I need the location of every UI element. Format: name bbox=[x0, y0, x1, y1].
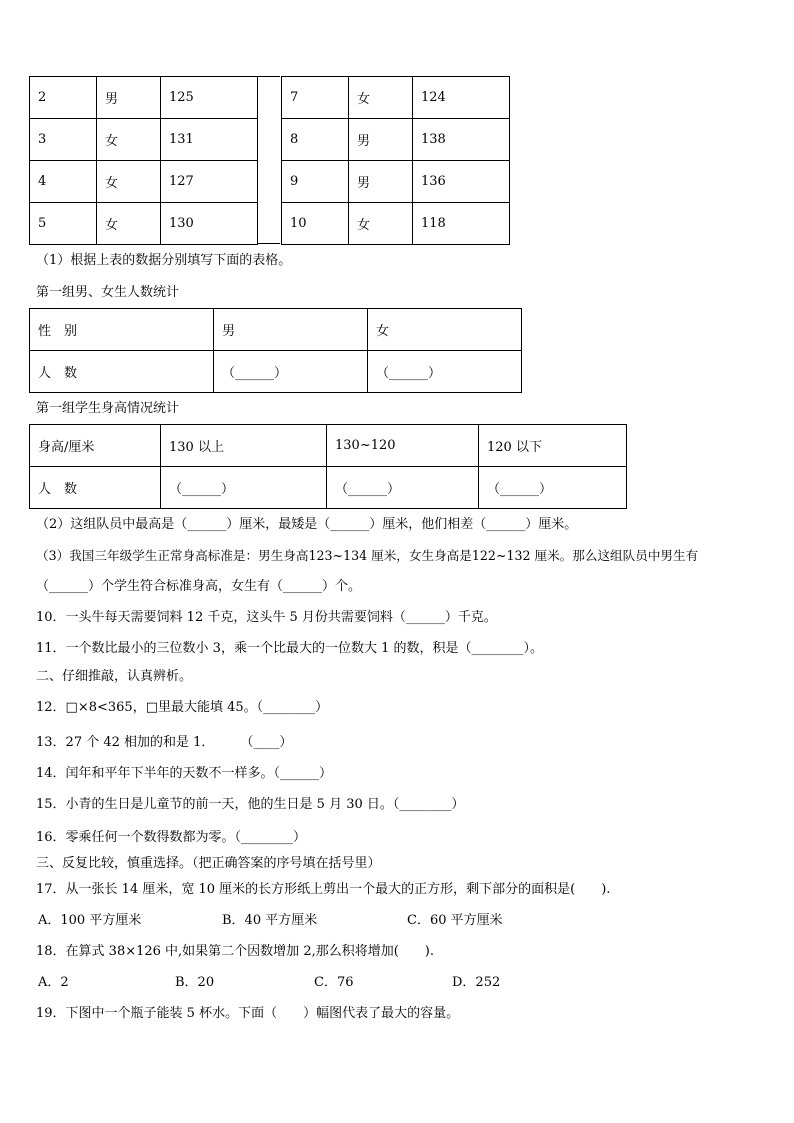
cell-gender: 女 bbox=[97, 161, 161, 203]
cell-height: 131 bbox=[161, 119, 258, 161]
cell-gender: 女 bbox=[349, 203, 413, 245]
section-2-heading: 二、仔细推敲，认真辨析。 bbox=[36, 669, 193, 684]
question-9-part-3a: （3）我国三年级学生正常身高标准是：男生身高123~134 厘米，女生身高是122~132 厘米。那么这组队员中男生有 bbox=[36, 548, 699, 563]
cell-gender: 女 bbox=[97, 203, 161, 245]
below-120-blank[interactable]: （______） bbox=[479, 467, 627, 509]
header-gender: 性 别 bbox=[30, 309, 214, 351]
cell-no: 7 bbox=[282, 77, 349, 119]
q18-option-a[interactable]: A．2 bbox=[38, 975, 69, 990]
question-9-part-3b: （______）个学生符合标准身高，女生有（______）个。 bbox=[36, 579, 362, 594]
row-label-count: 人 数 bbox=[30, 467, 161, 509]
cell-gender: 男 bbox=[97, 77, 161, 119]
q17-option-c[interactable]: C．60 平方厘米 bbox=[407, 913, 503, 928]
cell-height: 124 bbox=[413, 77, 510, 119]
question-12: 12．□×8<365，□里最大能填 45。（________） bbox=[36, 700, 329, 715]
height-stats-table bbox=[29, 424, 627, 509]
cell-height: 136 bbox=[413, 161, 510, 203]
header-130-120: 130~120 bbox=[327, 425, 479, 467]
cell-height: 138 bbox=[413, 119, 510, 161]
table-divider bbox=[258, 76, 280, 244]
cell-no: 2 bbox=[30, 77, 97, 119]
gender-count-table bbox=[29, 308, 522, 393]
q17-option-b[interactable]: B．40 平方厘米 bbox=[222, 913, 318, 928]
q17-option-a[interactable]: A．100 平方厘米 bbox=[38, 913, 142, 928]
header-female: 女 bbox=[368, 309, 522, 351]
cell-no: 4 bbox=[30, 161, 97, 203]
question-9-part-1: （1）根据上表的数据分别填写下面的表格。 bbox=[36, 253, 292, 268]
cell-gender: 男 bbox=[349, 119, 413, 161]
cell-no: 8 bbox=[282, 119, 349, 161]
question-13: 13．27 个 42 相加的和是 1． （____） bbox=[36, 735, 293, 750]
between-130-120-blank[interactable]: （______） bbox=[327, 467, 479, 509]
header-male: 男 bbox=[214, 309, 368, 351]
question-15: 15．小青的生日是儿童节的前一天，他的生日是 5 月 30 日。（________） bbox=[36, 797, 465, 812]
female-count-blank[interactable]: （______） bbox=[368, 351, 522, 393]
height-table-title: 第一组学生身高情况统计 bbox=[36, 401, 180, 416]
question-17: 17．从一张长 14 厘米，宽 10 厘米的长方形纸上剪出一个最大的正方形，剩下部分的面积是( ). bbox=[36, 882, 611, 897]
cell-height: 127 bbox=[161, 161, 258, 203]
question-19: 19．下图中一个瓶子能装 5 杯水。下面（ ）幅图代表了最大的容量。 bbox=[36, 1006, 460, 1021]
cell-gender: 男 bbox=[349, 161, 413, 203]
cell-gender: 女 bbox=[97, 119, 161, 161]
q18-option-b[interactable]: B．20 bbox=[175, 975, 215, 990]
row-label-count: 人 数 bbox=[30, 351, 214, 393]
header-above-130: 130 以上 bbox=[161, 425, 327, 467]
cell-no: 5 bbox=[30, 203, 97, 245]
section-3-heading: 三、反复比较，慎重选择。（把正确答案的序号填在括号里） bbox=[36, 856, 381, 871]
cell-height: 118 bbox=[413, 203, 510, 245]
male-count-blank[interactable]: （______） bbox=[214, 351, 368, 393]
cell-no: 10 bbox=[282, 203, 349, 245]
cell-height: 125 bbox=[161, 77, 258, 119]
question-16: 16．零乘任何一个数得数都为零。（________） bbox=[36, 830, 307, 845]
cell-height: 130 bbox=[161, 203, 258, 245]
cell-no: 3 bbox=[30, 119, 97, 161]
q18-option-d[interactable]: D．252 bbox=[452, 975, 501, 990]
gender-table-title: 第一组男、女生人数统计 bbox=[36, 285, 180, 300]
q18-option-c[interactable]: C．76 bbox=[314, 975, 354, 990]
data-table-left bbox=[29, 76, 258, 245]
question-10: 10．一头牛每天需要饲料 12 千克，这头牛 5 月份共需要饲料（______）千克。 bbox=[36, 610, 497, 625]
cell-no: 9 bbox=[282, 161, 349, 203]
data-table-right bbox=[281, 76, 510, 245]
above-130-blank[interactable]: （______） bbox=[161, 467, 327, 509]
header-height: 身高/厘米 bbox=[30, 425, 161, 467]
question-9-part-2: （2）这组队员中最高是（______）厘米，最矮是（______）厘米，他们相差（______）厘米。 bbox=[36, 517, 578, 532]
header-below-120: 120 以下 bbox=[479, 425, 627, 467]
question-14: 14．闰年和平年下半年的天数不一样多。（______） bbox=[36, 766, 333, 781]
cell-gender: 女 bbox=[349, 77, 413, 119]
question-11: 11．一个数比最小的三位数小 3，乘一个比最大的一位数大 1 的数，积是（________）。 bbox=[36, 641, 543, 656]
question-18: 18．在算式 38×126 中,如果第二个因数增加 2,那么积将增加( ). bbox=[36, 944, 434, 959]
